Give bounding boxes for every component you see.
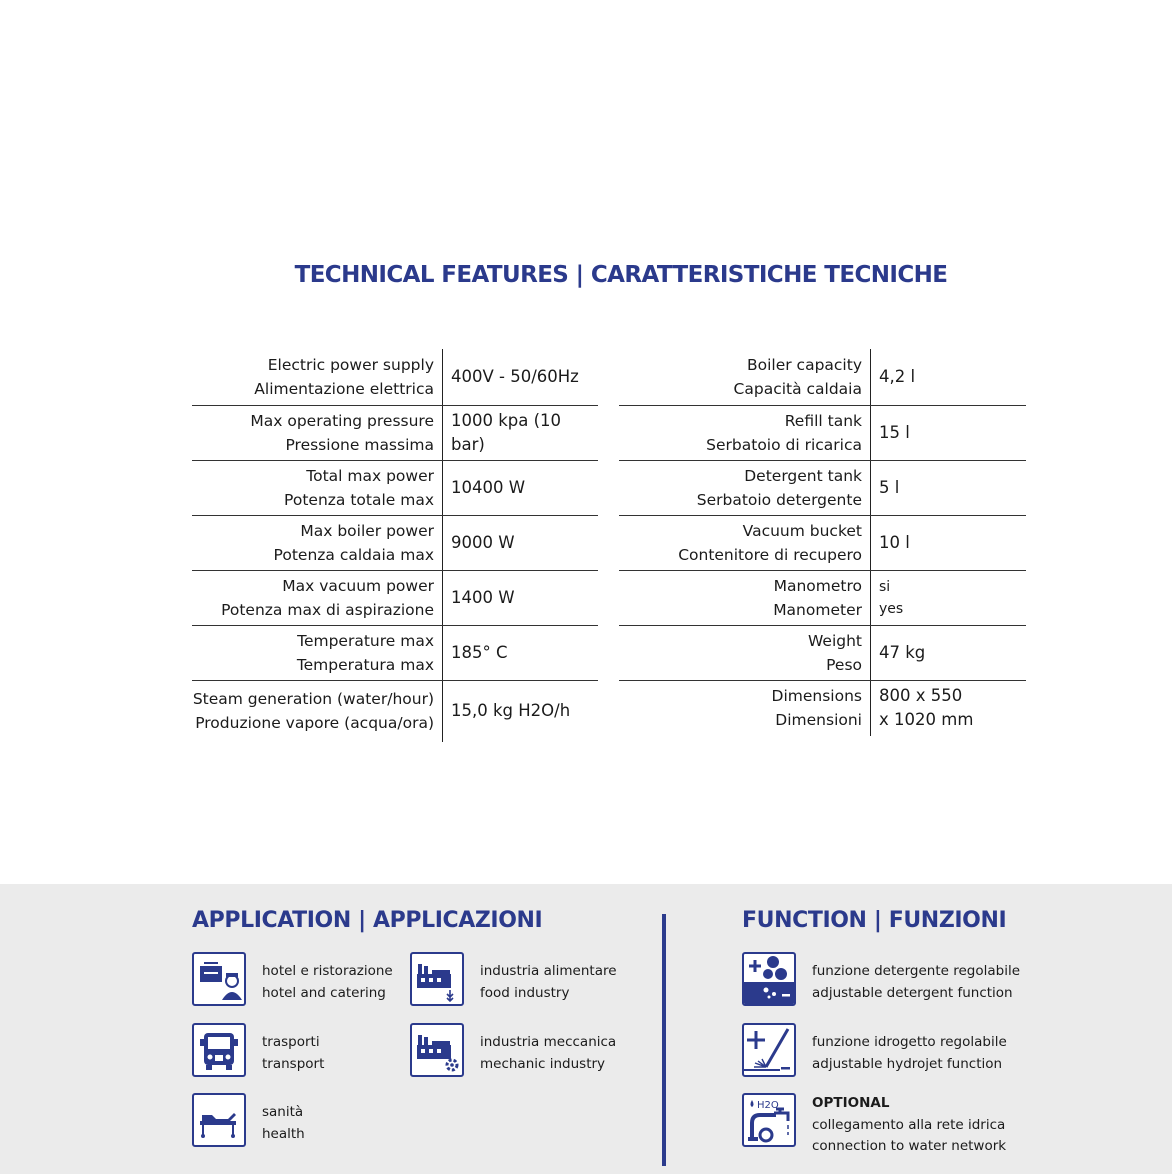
spec-value: 185° C (443, 625, 599, 680)
spec-label: Weight Peso (619, 625, 871, 680)
spec-label: Manometro Manometer (619, 570, 871, 625)
function-item-water-network (742, 1093, 1006, 1158)
spec-row (192, 680, 598, 742)
spec-row (619, 625, 1026, 680)
specs-table-left (192, 349, 598, 742)
application-item-health (192, 1093, 305, 1147)
spec-value: 400V - 50/60Hz (443, 349, 599, 405)
application-text: industria alimentare food industry (480, 963, 617, 1001)
spec-label: Boiler capacity Capacità caldaia (619, 349, 871, 405)
hospital-bed-icon (192, 1093, 246, 1147)
food-industry-icon (410, 952, 464, 1006)
function-text: OPTIONAL collegamento alla rete idrica connection to water network (812, 1095, 1007, 1154)
water-tap-icon (742, 1093, 796, 1147)
detergent-function-icon (742, 952, 796, 1006)
spec-row (619, 515, 1026, 570)
spec-row (619, 570, 1026, 625)
spec-value: 15 l (871, 405, 1027, 460)
application-text: sanità health (262, 1104, 305, 1142)
function-item-detergent (742, 952, 1020, 1006)
spec-value: 10400 W (443, 460, 599, 515)
spec-label: Max operating pressure Pressione massima (192, 405, 443, 460)
application-text: hotel e ristorazione hotel and catering (262, 963, 393, 1001)
spec-value: 10 l (871, 515, 1027, 570)
spec-label: Refill tank Serbatoio di ricarica (619, 405, 871, 460)
function-text: funzione detergente regolabile adjustable detergent function (812, 963, 1021, 1001)
spec-row (619, 405, 1026, 460)
spec-row (619, 680, 1026, 736)
spec-label: Dimensions Dimensioni (771, 687, 862, 730)
application-item-transport (192, 1023, 324, 1077)
spec-label: Max vacuum power Potenza max di aspirazione (192, 570, 443, 625)
spec-label: Detergent tank Serbatoio detergente (619, 460, 871, 515)
spec-value: si yes (871, 570, 1027, 625)
spec-value: 1000 kpa (10 bar) (443, 405, 599, 460)
spec-row (192, 405, 598, 460)
spec-label: Temperature max Temperatura max (192, 625, 443, 680)
spec-value: 800 x 550 x 1020 mm (871, 680, 1027, 736)
function-title: FUNCTION | FUNZIONI (742, 908, 1007, 933)
section-divider (662, 914, 666, 1166)
application-title: APPLICATION | APPLICAZIONI (192, 908, 543, 933)
hydrojet-function-icon (742, 1023, 796, 1077)
spec-label: Electric power supply Alimentazione elettrica (192, 349, 443, 405)
spec-value: 15,0 kg H2O/h (443, 680, 599, 742)
spec-label: Total max power Potenza totale max (192, 460, 443, 515)
spec-value: 4,2 l (871, 349, 1027, 405)
hotel-catering-icon (192, 952, 246, 1006)
spec-row (619, 460, 1026, 515)
bottom-panel (0, 884, 1172, 1174)
spec-value: 5 l (871, 460, 1027, 515)
specs-table-right (619, 349, 1026, 736)
application-item-hotel (192, 952, 393, 1006)
page-title: TECHNICAL FEATURES | CARATTERISTICHE TECNICHE (294, 262, 948, 288)
function-item-hydrojet (742, 1023, 1007, 1077)
spec-row (619, 349, 1026, 405)
application-item-food (410, 952, 617, 1006)
spec-label: Max boiler power Potenza caldaia max (192, 515, 443, 570)
mechanic-industry-icon (410, 1023, 464, 1077)
application-text: trasporti transport (262, 1034, 325, 1072)
bus-icon (192, 1023, 246, 1077)
h2o-label: H2O (757, 1100, 779, 1111)
spec-value: 1400 W (443, 570, 599, 625)
application-item-mechanic (410, 1023, 616, 1077)
spec-row (192, 515, 598, 570)
spec-row (192, 349, 598, 405)
spec-row (192, 625, 598, 680)
spec-row (192, 460, 598, 515)
application-text: industria meccanica mechanic industry (480, 1034, 617, 1072)
spec-label: Steam generation (water/hour) Produzione vapore (acqua/ora) (192, 690, 434, 733)
spec-row (192, 570, 598, 625)
spec-value: 9000 W (443, 515, 599, 570)
spec-value: 47 kg (871, 625, 1027, 680)
function-text: funzione idrogetto regolabile adjustable hydrojet function (812, 1034, 1007, 1072)
spec-label: Vacuum bucket Contenitore di recupero (619, 515, 871, 570)
